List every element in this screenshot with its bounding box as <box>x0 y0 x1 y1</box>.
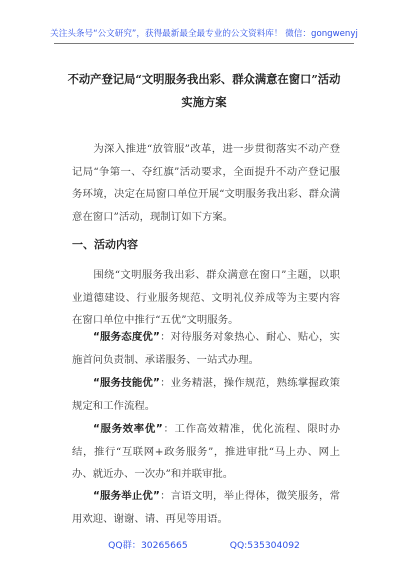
document-subtitle: 实施方案 <box>181 95 227 109</box>
qq-group-text: QQ群：30265665 <box>108 540 188 551</box>
item-text: ：言语文明，举止得体，微笑服务，常用欢迎、谢谢、请、再见等用语。 <box>72 490 340 525</box>
footer-contact <box>0 537 408 551</box>
intro-paragraph <box>72 138 340 228</box>
item-term: “服务态度优” <box>93 331 160 343</box>
service-item-attitude <box>72 326 340 371</box>
item-text: ：工作高效精准，优化流程、限时办结，推行“互联网+政务服务”，推进审批“马上办、网上办、就近办、一次办”和并联审批。 <box>72 423 340 480</box>
header-divider <box>54 43 354 44</box>
section-paragraph <box>72 264 340 332</box>
item-text: ：业务精湛，操作规范，熟练掌握政策规定和工作流程。 <box>72 377 340 412</box>
section-heading: 一、活动内容 <box>72 238 138 251</box>
intro-text: 为深入推进“放管服”改革，进一步贯彻落实不动产登记局“争第一、夺红旗”活动要求，全面提升不动产登记服务环境，决定在局窗口单位开展“文明服务我出彩、群众满意在窗口”活动，现制订如下方案。 <box>72 143 340 223</box>
item-term: “服务技能优” <box>93 377 160 389</box>
document-title: 不动产登记局“文明服务我出彩、群众满意在窗口”活动 <box>67 72 341 86</box>
qq-text: QQ:535304092 <box>229 540 300 551</box>
service-item-manner <box>72 485 340 530</box>
section-text: 围绕“文明服务我出彩、群众满意在窗口”主题，以职业道德建设、行业服务规范、文明礼仪养成等为主要内容在窗口单位中推行“五优”文明服务。 <box>72 269 340 326</box>
item-term: “服务效率优” <box>93 423 163 435</box>
header-banner: 关注头条号“公文研究”，获得最新最全最专业的公文资料库！ 微信：gongwenyj <box>50 29 358 39</box>
service-item-efficiency <box>72 418 340 486</box>
item-term: “服务举止优” <box>93 490 160 502</box>
service-item-skill <box>72 372 340 417</box>
item-text: ：对待服务对象热心、耐心、贴心，实施首问负责制、承诺服务、一站式办理。 <box>72 331 340 366</box>
